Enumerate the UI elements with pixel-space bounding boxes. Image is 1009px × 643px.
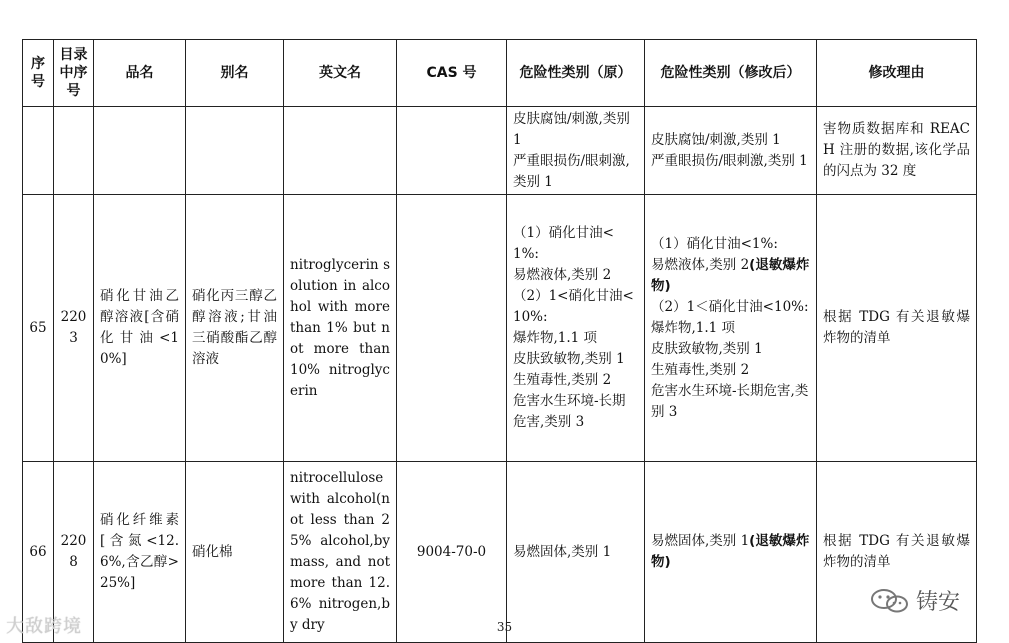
cell-hazard-original: 皮肤腐蚀/刺激,类别 1 严重眼损伤/眼刺激,类别 1 bbox=[507, 107, 645, 195]
cell-hazard-revised bbox=[645, 462, 817, 643]
wechat-icon bbox=[870, 588, 910, 614]
watermark-right bbox=[870, 585, 960, 616]
cell-hazard-revised bbox=[645, 195, 817, 462]
hazard-revised-part-a: 易燃固体,类别 1 bbox=[651, 533, 750, 549]
cell-seq bbox=[23, 107, 54, 195]
header-seq: 序号 bbox=[23, 40, 54, 107]
cell-alias: 硝化丙三醇乙醇溶液;甘油三硝酸酯乙醇溶液 bbox=[186, 195, 284, 462]
cell-english-name bbox=[284, 107, 397, 195]
table-header-row bbox=[23, 40, 977, 107]
cell-cas: 9004-70-0 bbox=[397, 462, 507, 643]
header-catalog-seq: 目录中序号 bbox=[54, 40, 94, 107]
cell-catalog-seq bbox=[54, 107, 94, 195]
cell-name: 硝化甘油乙醇溶液[含硝化甘油<10%] bbox=[94, 195, 186, 462]
table-row bbox=[23, 462, 977, 643]
header-hazard-original: 危险性类别（原） bbox=[507, 40, 645, 107]
header-english-name: 英文名 bbox=[284, 40, 397, 107]
header-hazard-revised: 危险性类别（修改后） bbox=[645, 40, 817, 107]
cell-alias bbox=[186, 107, 284, 195]
watermark-left: 大敌跨境 bbox=[6, 616, 82, 637]
cell-english-name: nitrocellulose with alcohol(not less than 25% alcohol,bymass, and not more than 12.6% nitrogen,by dry bbox=[284, 462, 397, 643]
cell-reason: 根据 TDG 有关退敏爆炸物的清单 bbox=[817, 195, 977, 462]
hazard-revised-bold-note: (退敏爆炸物) bbox=[651, 533, 810, 570]
cell-alias: 硝化棉 bbox=[186, 462, 284, 643]
table-row bbox=[23, 195, 977, 462]
cell-name: 硝化纤维素[含氮<12.6%,含乙醇>25%] bbox=[94, 462, 186, 643]
hazard-revision-table bbox=[22, 39, 977, 643]
cell-catalog-seq: 2208 bbox=[54, 462, 94, 643]
cell-cas bbox=[397, 195, 507, 462]
cell-seq: 66 bbox=[23, 462, 54, 643]
header-reason: 修改理由 bbox=[817, 40, 977, 107]
hazard-revised-part-b: （2）1＜硝化甘油<10%: 爆炸物,1.1 项 皮肤致敏物,类别 1 生殖毒性,类别 2 危害水生环境-长期危害,类别 3 bbox=[651, 298, 809, 420]
cell-hazard-revised: 皮肤腐蚀/刺激,类别 1 严重眼损伤/眼刺激,类别 1 bbox=[645, 107, 817, 195]
cell-english-name: nitroglycerin solution in alcohol with more than 1% but not more than 10% nitroglycerin bbox=[284, 195, 397, 462]
cell-seq: 65 bbox=[23, 195, 54, 462]
hazard-revised-part-a: （1）硝化甘油<1%: 易燃液体,类别 2 bbox=[651, 235, 778, 273]
cell-reason: 害物质数据库和 REACH 注册的数据,该化学品的闪点为 32 度 bbox=[817, 107, 977, 195]
cell-name bbox=[94, 107, 186, 195]
cell-reason: 根据 TDG 有关退敏爆炸物的清单 bbox=[817, 462, 977, 643]
header-name: 品名 bbox=[94, 40, 186, 107]
cell-catalog-seq: 2203 bbox=[54, 195, 94, 462]
watermark-right-text: 铸安 bbox=[916, 590, 961, 615]
header-cas: CAS 号 bbox=[397, 40, 507, 107]
header-alias: 别名 bbox=[186, 40, 284, 107]
hazard-revised-bold-note: (退敏爆炸物) bbox=[651, 256, 810, 294]
page-number: 35 bbox=[496, 620, 513, 634]
cell-hazard-original: （1）硝化甘油<1%: 易燃液体,类别 2 （2）1<硝化甘油<10%: 爆炸物,1.1 项 皮肤致敏物,类别 1 生殖毒性,类别 2 危害水生环境-长期危害,类别 3 bbox=[507, 195, 645, 462]
cell-cas bbox=[397, 107, 507, 195]
cell-hazard-original: 易燃固体,类别 1 bbox=[507, 462, 645, 643]
table-row bbox=[23, 107, 977, 195]
